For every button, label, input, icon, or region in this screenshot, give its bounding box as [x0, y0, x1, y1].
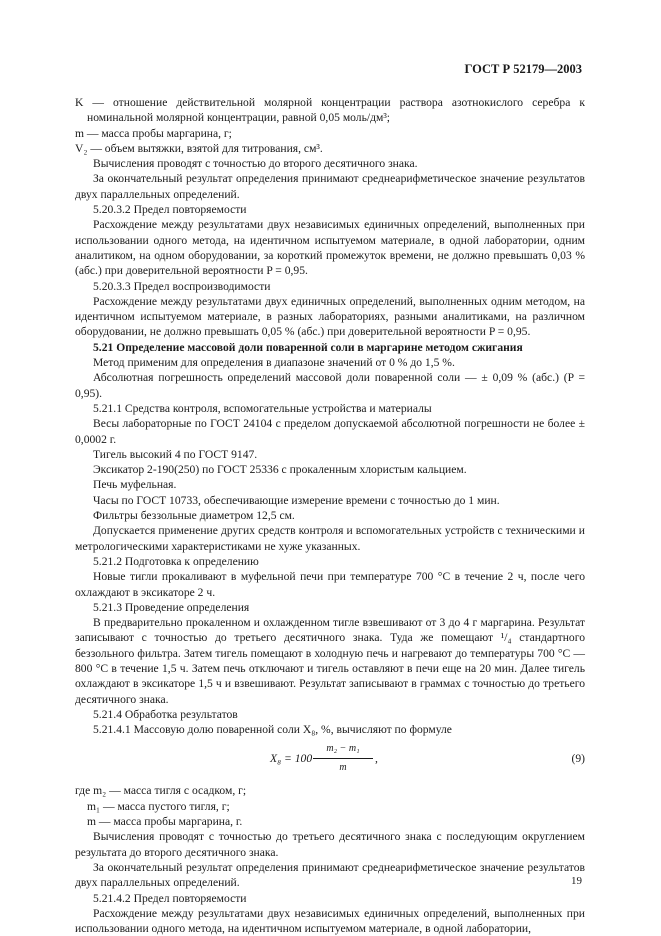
variable-definition-m: m — масса пробы маргарина, г;	[75, 126, 232, 140]
section-heading-5-21-2: 5.21.2 Подготовка к определению	[93, 554, 259, 568]
document-body	[75, 95, 585, 936]
where-m1: m₁ — масса пустого тигля, г;	[87, 799, 230, 813]
formula-9	[75, 739, 585, 781]
section-heading-5-20-3-3: 5.20.3.3 Предел воспроизводимости	[93, 279, 271, 293]
section-heading-5-21-1: 5.21.1 Средства контроля, вспомогательные устройства и материалы	[93, 401, 432, 415]
section-heading-5-21-4: 5.21.4 Обработка результатов	[93, 707, 238, 721]
equipment-alternatives: Допускается применение других средств контроля и вспомогательных устройств с техническими и метрологическими характеристиками не хуже указанных.	[75, 524, 585, 553]
where-m2: где m₂ — масса тигля с осадком, г;	[75, 784, 247, 798]
section-heading-5-21-4-2: 5.21.4.2 Предел повторяемости	[93, 891, 247, 905]
section-heading-5-21-3: 5.21.3 Проведение определения	[93, 600, 250, 614]
formula-fraction	[313, 741, 373, 775]
formula-denominator: m	[339, 761, 347, 773]
reproducibility-paragraph: Расхождение между результатами двух единичных определений, выполненных одним методом, на идентичном испытуемом материале, в разных лабораториях, разными аналитиками, на различном оборудовании, не должно превышать 0,05 % (абс.) при доверительной вероятности P = 0,95.	[75, 294, 585, 339]
equipment-filters: Фильтры беззольные диаметром 12,5 см.	[93, 509, 295, 523]
variable-definition-k: K — отношение действительной молярной концентрации раствора азотнокислого серебра к номинальной молярной концентрации, равной 0,05 моль/дм³;	[75, 96, 585, 125]
final-result-note: За окончательный результат определения принимают среднеарифметическое значение результатов двух параллельных определений.	[75, 172, 585, 201]
variable-definition-v2: V₂ — объем вытяжки, взятой для титрования, см³.	[75, 141, 323, 155]
section-heading-5-21-4-1: 5.21.4.1 Массовую долю поваренной соли X₈, %, вычисляют по формуле	[93, 723, 452, 737]
equipment-crucible: Тигель высокий 4 по ГОСТ 9147.	[93, 447, 258, 461]
final-result-paragraph: За окончательный результат определения принимают среднеарифметическое значение результатов двух параллельных определений.	[75, 860, 585, 890]
section-heading-5-20-3-2: 5.20.3.2 Предел повторяемости	[93, 203, 247, 217]
repeatability-paragraph: Расхождение между результатами двух независимых единичных определений, выполненных при использовании одного метода, на идентичном испытуемом материале, в одной лаборатории, одним аналитиком, на одном оборудовании, за короткий промежуток времени, не должно превышать 0,03 % (абс.) при доверительной вероятности P = 0,95.	[75, 218, 585, 278]
equipment-clock: Часы по ГОСТ 10733, обеспечивающие измерение времени с точностью до 1 мин.	[93, 493, 500, 507]
formula-lhs: X₈ = 100	[270, 752, 313, 766]
equipment-desiccator: Эксикатор 2-190(250) по ГОСТ 25336 с прокаленным хлористым кальцием.	[93, 463, 467, 477]
calc-precision-note: Вычисления проводят с точностью до второго десятичного знака.	[93, 157, 418, 171]
preparation-paragraph: Новые тигли прокаливают в муфельной печи при температуре 700 °С в течение 2 ч, после чего охлаждают в эксикаторе 2 ч.	[75, 570, 585, 599]
repeatability-paragraph-2: Расхождение между результатами двух независимых единичных определений, выполненных при использовании одного метода, на идентичном испытуемом материале, в одной лаборатории,	[75, 906, 585, 936]
formula-numerator: m₂ − m₁	[313, 741, 373, 758]
page-number: 19	[571, 875, 582, 887]
section-heading-5-21: 5.21 Определение массовой доли поваренной соли в маргарине методом сжигания	[93, 340, 523, 354]
formula-number: (9)	[571, 752, 585, 766]
document-code: ГОСТ Р 52179—2003	[464, 62, 582, 76]
rounding-paragraph: Вычисления проводят с точностью до третьего десятичного знака с последующим округлением результата до второго десятичного знака.	[75, 830, 585, 859]
equipment-furnace: Печь муфельная.	[93, 478, 177, 492]
where-m: m — масса пробы маргарина, г.	[87, 815, 243, 829]
method-range-paragraph: Метод применим для определения в диапазоне значений от 0 % до 1,5 %.	[93, 356, 455, 370]
equipment-scales: Весы лабораторные по ГОСТ 24104 с пределом допускаемой абсолютной погрешности не более ± 0,0002 г.	[75, 417, 585, 446]
formula-trail: ,	[375, 752, 378, 766]
procedure-paragraph: В предварительно прокаленном и охлажденном тигле взвешивают от 3 до 4 г маргарина. Результат записывают с точностью до третьего десятичного знака. Туда же помещают ¹/₄ стандартного беззольного фильтра. Затем тигель помещают в холодную печь и нагревают до температуры 700 °С — 800 °С в течение 1,5 ч. Затем печь отключают и тигель оставляют в печи еще на 20 мин. Далее тигель охлаждают в эксикаторе 1,5 ч и взвешивают. Результат записывают в граммах с точностью до третьего десятичного знака.	[75, 616, 585, 706]
absolute-error-paragraph: Абсолютная погрешность определений массовой доли поваренной соли — ± 0,09 % (абс.) (P = 0,95).	[75, 371, 585, 400]
